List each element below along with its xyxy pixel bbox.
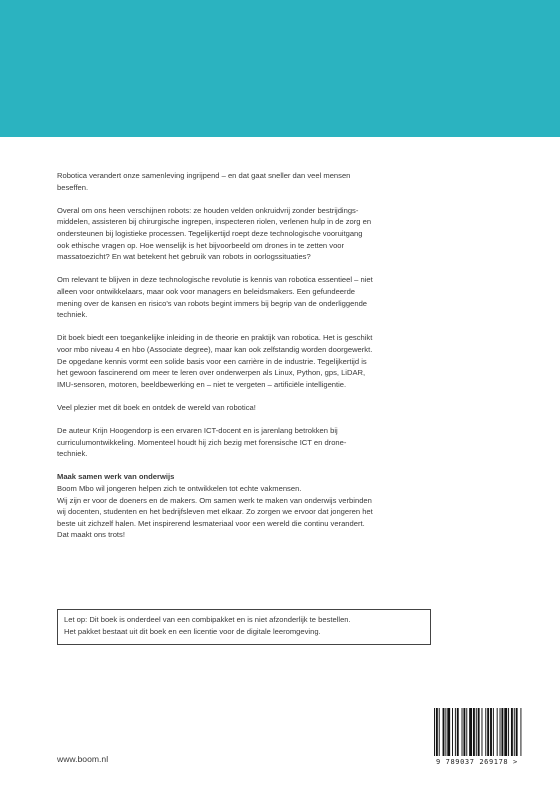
text-line: voor mbo niveau 4 en hbo (Associate degree), maar kan ook zelfstandig worden doorgewerkt. bbox=[57, 344, 373, 354]
barcode-bar bbox=[439, 708, 440, 756]
text-line: middelen, assisteren bij chirurgische ingrepen, inspecteren riolen, verlenen hulp in de zorg en bbox=[57, 217, 372, 227]
text-line: massatoezicht? En wat betekent het gebruik van robots in oorlogssituaties? bbox=[57, 252, 311, 262]
barcode-bar bbox=[482, 708, 483, 756]
text-line: techniek. bbox=[57, 310, 88, 320]
text-line: Boom Mbo wil jongeren helpen zich te ontwikkelen tot echte vakmensen. bbox=[57, 484, 302, 494]
barcode-bars bbox=[432, 708, 548, 756]
barcode-bar bbox=[508, 708, 509, 756]
enjoy-paragraph bbox=[57, 402, 442, 414]
isbn-barcode bbox=[432, 708, 552, 772]
barcode-bar bbox=[501, 708, 503, 756]
book-description-paragraph bbox=[57, 332, 442, 390]
robots-paragraph bbox=[57, 205, 442, 263]
intro-paragraph bbox=[57, 170, 442, 193]
publisher-section bbox=[57, 471, 442, 541]
barcode-bar bbox=[443, 708, 445, 756]
website-url: www.boom.nl bbox=[57, 754, 109, 764]
barcode-bar bbox=[455, 708, 456, 756]
barcode-bar bbox=[462, 708, 463, 756]
text-line: IMU-sensoren, motoren, beeldbewerking en – niet te vergeten – artificiële intelligentie. bbox=[57, 379, 347, 389]
text-line: het gewoon fascinerend om meer te leren over onderwerpen als Linux, Python, gps, LiDAR, bbox=[57, 368, 366, 378]
text-line: mening over de kansen en risico's van robots begint immers bij begrip van de onderliggende bbox=[57, 298, 368, 308]
text-line: curriculumontwikkeling. Momenteel houdt hij zich bezig met forensische ICT en drone- bbox=[57, 437, 347, 447]
barcode-bar bbox=[463, 708, 465, 756]
text-line: De auteur Krijn Hoogendorp is een ervaren ICT-docent en is jarenlang betrokken bij bbox=[57, 426, 338, 436]
barcode-bar bbox=[504, 708, 507, 756]
section-title: Maak samen werk van onderwijs bbox=[57, 472, 175, 482]
barcode-bar bbox=[447, 708, 450, 756]
barcode-bar bbox=[497, 708, 498, 756]
text-line: Robotica verandert onze samenleving ingrijpend – en dat gaat sneller dan veel mensen bbox=[57, 171, 351, 180]
barcode-bar bbox=[485, 708, 486, 756]
notice-line: Het pakket bestaat uit dit boek en een licentie voor de digitale leeromgeving. bbox=[64, 626, 321, 636]
barcode-bar bbox=[452, 708, 453, 756]
text-line: ook ethische vragen op. Hoe wenselijk is het bijvoorbeeld om drones in te zetten voor bbox=[57, 240, 345, 250]
text-line: Wij zijn er voor de doeners en de makers. Om samen werk te maken van onderwijs verbinden bbox=[57, 495, 372, 505]
notice-line: Let op: Dit boek is onderdeel van een combipakket en is niet afzonderlijk te bestellen. bbox=[64, 615, 351, 624]
barcode-bar bbox=[493, 708, 494, 756]
barcode-bar bbox=[520, 708, 521, 756]
text-line: wij docenten, studenten en het bedrijfsleven met elkaar. Zo zorgen we ervoor dat jongeren het bbox=[57, 507, 373, 517]
back-cover-text bbox=[57, 170, 442, 553]
text-line: techniek. bbox=[57, 449, 88, 459]
text-line: Dit boek biedt een toegankelijke inleiding in de theorie en praktijk van robotica. Het is geschikt bbox=[57, 333, 373, 343]
text-line: beste uit zichzelf halen. Met inspirerend lesmateriaal voor een wereld die continu verandert. bbox=[57, 518, 365, 528]
barcode-bar bbox=[487, 708, 489, 756]
barcode-bar bbox=[473, 708, 475, 756]
barcode-bar bbox=[500, 708, 501, 756]
barcode-bar bbox=[466, 708, 467, 756]
text-line: Dat maakt ons trots! bbox=[57, 530, 125, 540]
barcode-bar bbox=[434, 708, 435, 756]
barcode-bar bbox=[478, 708, 480, 756]
text-line: alleen voor ontwikkelaars, maar ook voor managers en beleidsmakers. Een gefundeerde bbox=[57, 286, 356, 296]
barcode-bar bbox=[511, 708, 513, 756]
cover-banner bbox=[0, 0, 560, 137]
text-line: Overal om ons heen verschijnen robots: ze houden velden onkruidvrij zonder bestrijdings- bbox=[57, 205, 359, 215]
text-line: beseffen. bbox=[57, 182, 89, 192]
isbn-digits: 9 789037 269178 bbox=[436, 758, 509, 766]
text-line: Veel plezier met dit boek en ontdek de wereld van robotica! bbox=[57, 402, 256, 412]
combipakket-notice bbox=[57, 609, 431, 645]
barcode-bar bbox=[436, 708, 438, 756]
text-line: ondersteunen bij logistieke processen. Tegelijkertijd roept deze technologische vooruitgang bbox=[57, 228, 363, 238]
relevance-paragraph bbox=[57, 274, 442, 320]
barcode-bar bbox=[476, 708, 477, 756]
barcode-bar bbox=[490, 708, 492, 756]
author-paragraph bbox=[57, 425, 442, 460]
text-line: Om relevant te blijven in deze technologische revolutie is kennis van robotica essentieel – niet bbox=[57, 275, 373, 285]
isbn-suffix: > bbox=[513, 758, 518, 766]
barcode-bar bbox=[457, 708, 459, 756]
barcode-bar bbox=[514, 708, 515, 756]
barcode-bar bbox=[469, 708, 472, 756]
text-line: De opgedane kennis vormt een solide basis voor een carrière in de industrie. Tegelijkertijd is bbox=[57, 356, 367, 366]
barcode-bar bbox=[516, 708, 518, 756]
barcode-bar bbox=[445, 708, 446, 756]
isbn-number bbox=[436, 758, 518, 766]
